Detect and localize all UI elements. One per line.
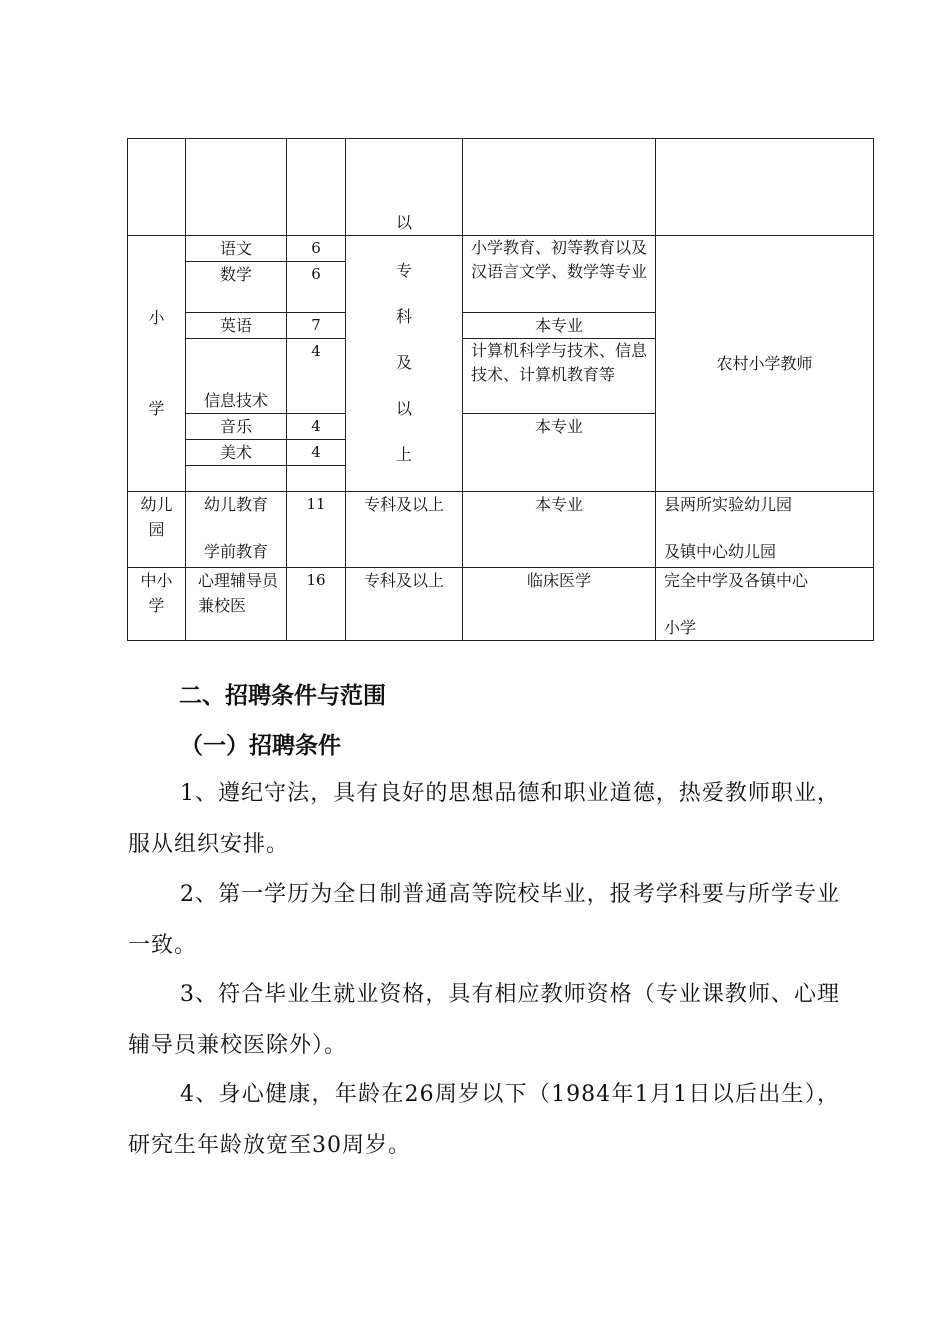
condition-item-3: 3、符合毕业生就业资格，具有相应教师资格（专业课教师、心理辅导员兼校医除外）。: [128, 982, 840, 1058]
education-char: 及: [395, 353, 412, 373]
table-row-continuation: [128, 139, 874, 236]
major-cell-music-art: 本专业: [463, 413, 656, 491]
level-char: 小: [148, 308, 165, 328]
recruitment-table: [127, 138, 874, 641]
count-cell: [287, 139, 346, 236]
education-char: 科: [395, 307, 412, 327]
count-cell-music: 4: [287, 413, 346, 439]
subject-cell-music: 音乐: [186, 413, 287, 439]
level-cell-k12: 中小学: [128, 567, 186, 640]
subject-cell-art: 美术: [186, 439, 287, 465]
level-cell-kindergarten: 幼儿园: [128, 492, 186, 567]
education-cell-kindergarten: 专科及以上: [346, 492, 463, 567]
position-cell-primary: 农村小学教师: [656, 235, 874, 492]
level-cell: [128, 139, 186, 236]
education-cell-k12: 专科及以上: [346, 567, 463, 640]
table-row-primary-chinese: [128, 235, 874, 261]
count-cell-k12: 16: [287, 567, 346, 640]
count-cell-it: 4: [287, 339, 346, 413]
subject-cell-chinese: 语文: [186, 235, 287, 261]
education-char: 上: [395, 445, 412, 465]
count-cell-chinese: 6: [287, 235, 346, 261]
education-char: 以: [395, 399, 412, 419]
subject-cell-k12: 心理辅导员兼校医: [186, 567, 287, 640]
education-tail-text: 以: [395, 212, 412, 232]
major-cell-it: 计算机科学与技术、信息技术、计算机教育等: [463, 339, 656, 413]
section-heading: 二、招聘条件与范围: [179, 683, 386, 709]
education-char: 专: [395, 261, 412, 281]
major-cell: [463, 139, 656, 236]
major-cell-english: 本专业: [463, 313, 656, 339]
condition-item-4: 4、身心健康，年龄在26周岁以下（1984年1月1日以后出生），研究生年龄放宽至30周岁。: [128, 1082, 840, 1158]
condition-item-1: 1、遵纪守法，具有良好的思想品德和职业道德，热爱教师职业，服从组织安排。: [128, 781, 840, 857]
position-line: 完全中学及各镇中心: [664, 570, 809, 590]
position-line: 及镇中心幼儿园: [664, 542, 777, 562]
level-char: 学: [148, 399, 165, 419]
count-cell-art: 4: [287, 439, 346, 465]
subject-cell: [186, 139, 287, 236]
major-cell-kindergarten: 本专业: [463, 492, 656, 567]
subject-cell-math: 数学: [186, 261, 287, 312]
condition-item-2: 2、第一学历为全日制普通高等院校毕业，报考学科要与所学专业一致。: [128, 882, 840, 958]
table-row-kindergarten: [128, 492, 874, 567]
education-cell: [346, 139, 463, 236]
education-cell-primary: [346, 235, 463, 492]
position-cell-k12: [656, 567, 874, 640]
position-line: 小学: [664, 617, 697, 637]
count-cell-english: 7: [287, 313, 346, 339]
major-cell-k12: 临床医学: [463, 567, 656, 640]
subject-line: 学前教育: [203, 542, 268, 562]
count-cell-kindergarten: 11: [287, 492, 346, 567]
count-cell-math: 6: [287, 261, 346, 312]
subject-cell-kindergarten: [186, 492, 287, 567]
position-line: 县两所实验幼儿园: [664, 495, 793, 515]
section-subheading: （一）招聘条件: [180, 733, 341, 759]
position-cell-kindergarten: [656, 492, 874, 567]
subject-line: 幼儿教育: [203, 495, 268, 515]
subject-cell-english: 英语: [186, 313, 287, 339]
position-cell: [656, 139, 874, 236]
major-cell-chinese-math: 小学教育、初等教育以及汉语言文学、数学等专业: [463, 235, 656, 312]
level-cell-primary: [128, 235, 186, 492]
table-row-k12: [128, 567, 874, 640]
subject-cell-it: 信息技术: [186, 339, 287, 413]
